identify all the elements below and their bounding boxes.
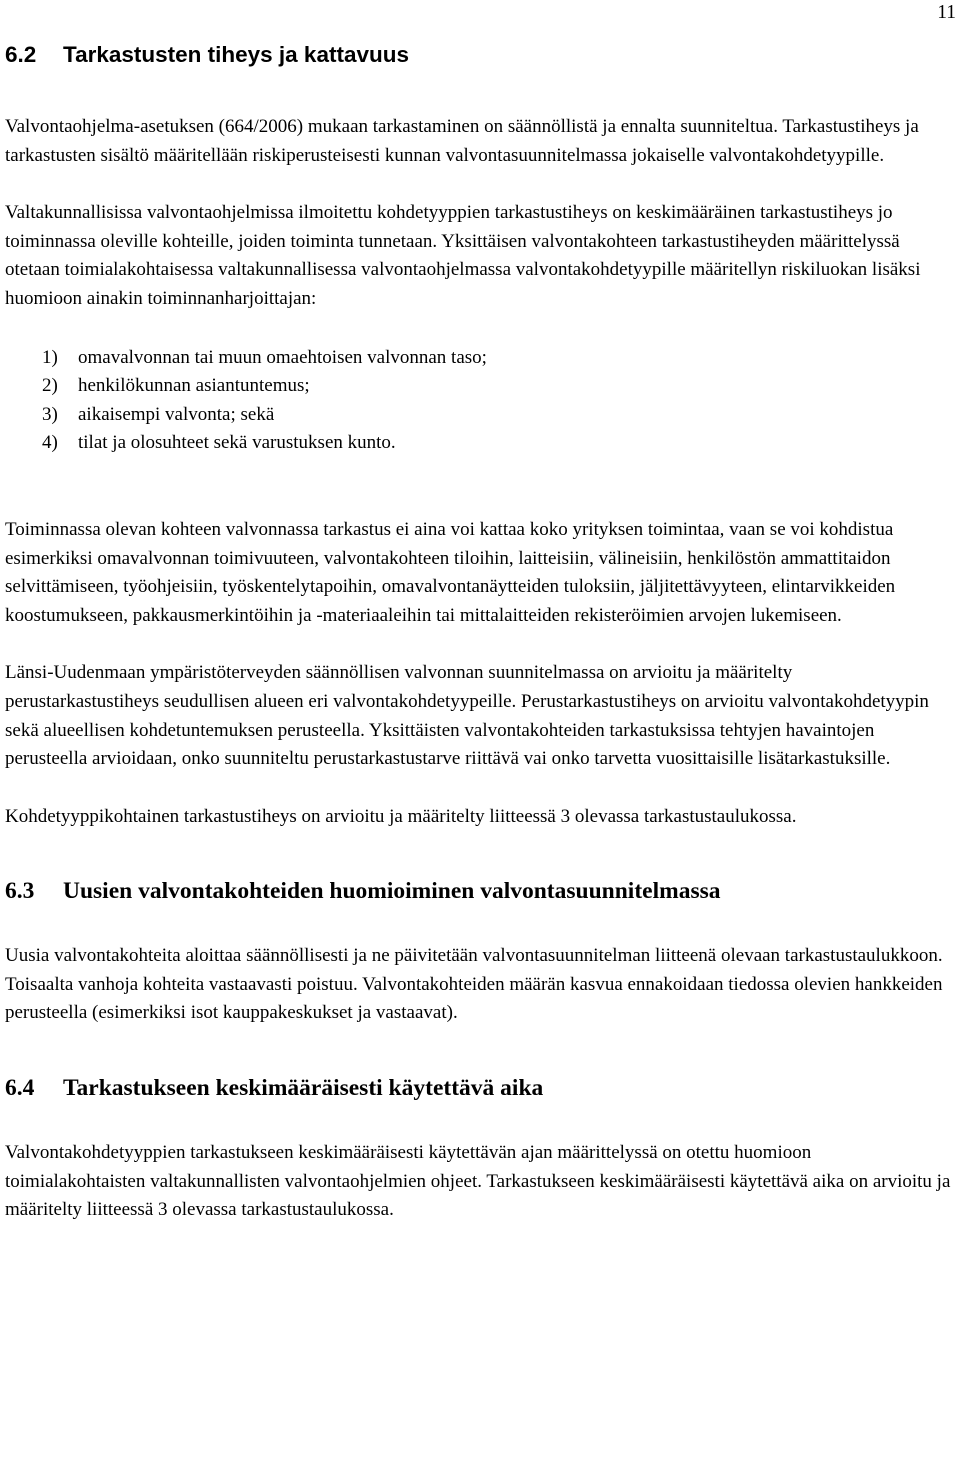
paragraph-6-2-3: Toiminnassa olevan kohteen valvonnassa tarkastus ei aina voi kattaa koko yrityksen toimintaa, vaan se voi kohdistua esimerkiksi omavalvonnan toimivuuteen, valvontakohteen tiloihin, laitteisiin, välineisiin, henkilöstön ammattitaidon selvittämiseen, työohjeisiin, työskentelytapoihin, omavalvontanäytteiden tuloksiin, jäljitettävyyteen, elintarvikkeiden koostumukseen, pakkausmerkintöihin ja -materiaaleihin tai mittalaitteiden rekisteröimien arvojen lukemiseen. (5, 518, 896, 626)
section-heading-6-2 (5, 40, 951, 70)
paragraph-6-2-1: Valvontaohjelma-asetuksen (664/2006) mukaan tarkastaminen on säännöllistä ja ennalta suunniteltua. Tarkastustiheys ja tarkastusten sisältö määritellään riskiperusteisesti kunnan valvontasuunnitelmassa jokaiselle valvontakohdetyypille. (5, 116, 919, 166)
list-marker: 4) (42, 432, 58, 454)
list-item (5, 429, 951, 458)
criteria-list (5, 344, 951, 458)
section-title: Tarkastukseen keskimääräisesti käytettävä aika (63, 1075, 544, 1102)
section-number: 6.4 (5, 1075, 35, 1102)
list-item (5, 344, 951, 373)
section-heading-6-4 (5, 1073, 951, 1103)
paragraph-6-4-1: Valvontakohdetyyppien tarkastukseen keskimääräisesti käytettävän ajan määrittelyssä on otettu huomioon toimialakohtaisten valtakunnallisten valvontaohjelmien ohjeet. Tarkastukseen keskimääräisesti käytettävä aika on arvioitu ja määritelty liitteessä 3 olevassa tarkastustaulukossa. (5, 1142, 951, 1221)
list-item (5, 372, 951, 401)
paragraph-6-3-1: Uusia valvontakohteita aloittaa säännöllisesti ja ne päivitetään valvontasuunnitelman liitteenä olevaan tarkastustaulukkoon. Toisaalta vanhoja kohteita vastaavasti poistuu. Valvontakohteiden määrän kasvua ennakoidaan tiedossa olevien hankkeiden perusteella (esimerkiksi isot kauppakeskukset ja vastaavat). (5, 945, 943, 1024)
list-marker: 1) (42, 346, 58, 368)
section-title: Uusien valvontakohteiden huomioiminen valvontasuunnitelmassa (63, 878, 721, 905)
list-item-text: aikaisempi valvonta; sekä (78, 403, 275, 425)
page-number: 11 (937, 2, 956, 23)
list-item (5, 401, 951, 430)
section-number: 6.2 (5, 42, 37, 67)
list-item-text: henkilökunnan asiantuntemus; (78, 375, 310, 397)
list-item-text: tilat ja olosuhteet sekä varustuksen kunto. (78, 432, 396, 454)
paragraph-6-2-4: Länsi-Uudenmaan ympäristöterveyden säännöllisen valvonnan suunnitelmassa on arvioitu ja määritelty perustarkastustiheys seudullisen alueen eri valvontakohdetyypeille. Perustarkastustiheys on arvioitu valvontakohdetyypin sekä alueellisen kohdetuntemuksen perusteella. Yksittäisten valvontakohteiden tarkastuksissa tehtyjen havaintojen perusteella arvioidaan, onko suunniteltu perustarkastustarve riittävä vai onko tarvetta vuosittaisille lisätarkastuksille. (5, 662, 929, 770)
section-heading-6-3 (5, 876, 951, 906)
section-title: Tarkastusten tiheys ja kattavuus (63, 42, 409, 67)
paragraph-6-2-5: Kohdetyyppikohtainen tarkastustiheys on arvioitu ja määritelty liitteessä 3 olevassa tarkastustaulukossa. (5, 805, 797, 827)
section-number: 6.3 (5, 878, 35, 905)
paragraph-6-2-2: Valtakunnallisissa valvontaohjelmissa ilmoitettu kohdetyyppien tarkastustiheys on keskimääräinen tarkastustiheys jo toiminnassa oleville kohteille, joiden toiminta tunnetaan. Yksittäisen valvontakohteen tarkastustiheyden määrittelyssä otetaan toimialakohtaisessa valtakunnallisessa valvontaohjelmassa valvontakohdetyypille määritellyn riskiluokan lisäksi huomioon ainakin toiminnanharjoittajan: (5, 202, 921, 309)
list-marker: 3) (42, 403, 58, 425)
list-item-text: omavalvonnan tai muun omaehtoisen valvonnan taso; (78, 346, 487, 368)
document-body (5, 40, 951, 1225)
list-marker: 2) (42, 375, 58, 397)
